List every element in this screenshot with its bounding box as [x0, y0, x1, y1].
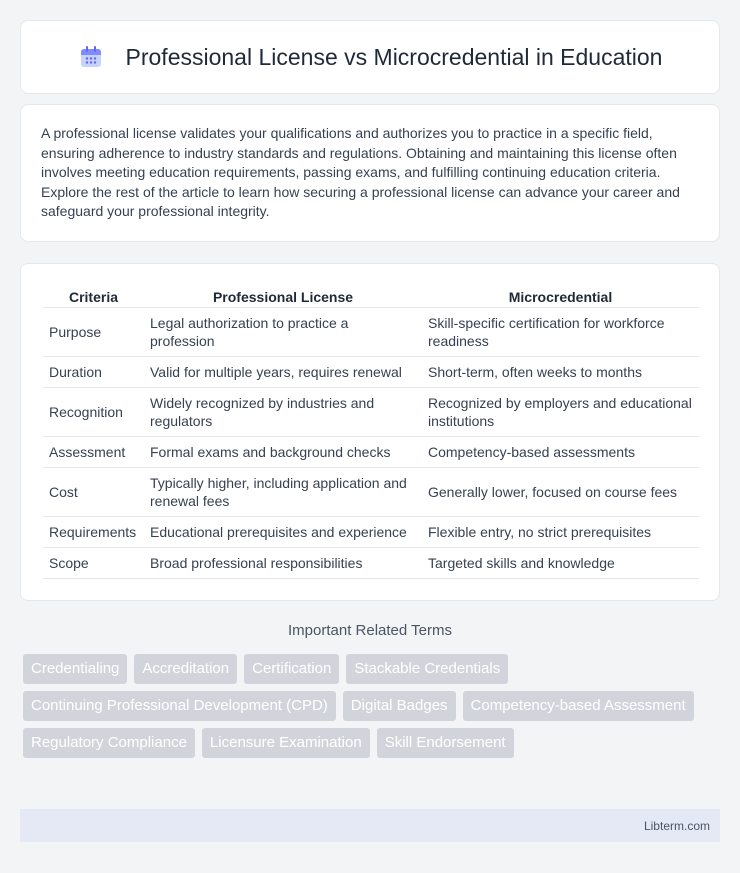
table-row [43, 357, 699, 388]
intro-text: A professional license validates your qualifications and authorizes you to practice in a specific field, ensuring adherence to industry standards and regulations. Obtaining and maintaining this license often involves meeting education requirements, passing exams, and fulfilling continuing education criteria. Explore the rest of the article to learn how securing a professional license can advance your career and safeguard your professional integrity. [41, 125, 680, 219]
calendar-icon [78, 44, 104, 70]
cell-microcredential: Targeted skills and knowledge [422, 548, 699, 579]
related-terms-heading: Important Related Terms [288, 622, 452, 639]
cell-criteria: Scope [43, 548, 144, 579]
cell-license: Educational prerequisites and experience [144, 517, 422, 548]
cell-criteria: Duration [43, 357, 144, 388]
cell-license: Valid for multiple years, requires renewal [144, 357, 422, 388]
cell-criteria: Cost [43, 468, 144, 517]
term-tag-competency-assessment[interactable]: Competency-based Assessment [463, 691, 694, 721]
term-tag-credentialing[interactable]: Credentialing [23, 654, 127, 684]
table-header-row [43, 286, 699, 308]
header-professional-license: Professional License [144, 286, 422, 308]
header-microcredential: Microcredential [422, 286, 699, 308]
table-row [43, 517, 699, 548]
related-terms-list [23, 654, 723, 758]
table-row [43, 308, 699, 357]
table-row [43, 437, 699, 468]
comparison-table [43, 286, 699, 579]
cell-microcredential: Competency-based assessments [422, 437, 699, 468]
header-criteria: Criteria [43, 286, 144, 308]
term-tag-cpd[interactable]: Continuing Professional Development (CPD) [23, 691, 336, 721]
term-tag-accreditation[interactable]: Accreditation [134, 654, 237, 684]
term-tag-regulatory-compliance[interactable]: Regulatory Compliance [23, 728, 195, 758]
page-title: Professional License vs Microcredential in Education [125, 43, 663, 70]
term-tag-stackable-credentials[interactable]: Stackable Credentials [346, 654, 508, 684]
footer-site-link[interactable]: Libterm.com [643, 818, 710, 833]
table-row [43, 548, 699, 579]
cell-criteria: Purpose [43, 308, 144, 357]
cell-microcredential: Recognized by employers and educational institutions [422, 388, 699, 437]
term-tag-digital-badges[interactable]: Digital Badges [343, 691, 456, 721]
intro-card [20, 104, 720, 242]
footer [20, 809, 720, 842]
table-row [43, 468, 699, 517]
cell-license: Widely recognized by industries and regulators [144, 388, 422, 437]
cell-microcredential: Skill-specific certification for workforce readiness [422, 308, 699, 357]
table-row [43, 388, 699, 437]
cell-license: Formal exams and background checks [144, 437, 422, 468]
term-tag-licensure-examination[interactable]: Licensure Examination [202, 728, 370, 758]
cell-license: Legal authorization to practice a profession [144, 308, 422, 357]
term-tag-skill-endorsement[interactable]: Skill Endorsement [377, 728, 514, 758]
cell-license: Typically higher, including application and renewal fees [144, 468, 422, 517]
title-card [20, 20, 720, 94]
cell-microcredential: Flexible entry, no strict prerequisites [422, 517, 699, 548]
cell-criteria: Requirements [43, 517, 144, 548]
cell-microcredential: Generally lower, focused on course fees [422, 468, 699, 517]
cell-license: Broad professional responsibilities [144, 548, 422, 579]
cell-criteria: Recognition [43, 388, 144, 437]
cell-criteria: Assessment [43, 437, 144, 468]
term-tag-certification[interactable]: Certification [244, 654, 339, 684]
cell-microcredential: Short-term, often weeks to months [422, 357, 699, 388]
comparison-card [20, 263, 720, 601]
